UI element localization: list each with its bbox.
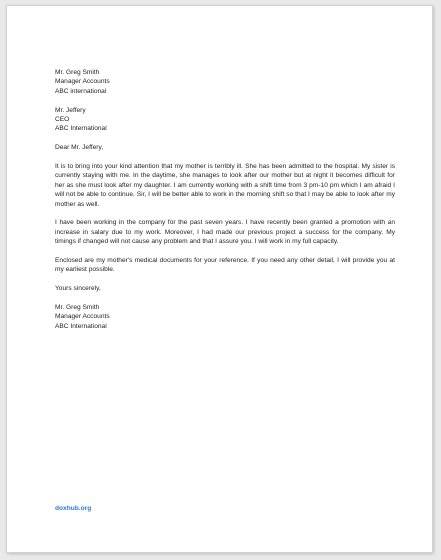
- signature-title: Manager Accounts: [55, 313, 110, 321]
- sender-company: ABC international: [55, 87, 107, 95]
- paragraph-2: I have been working in the company for the past seven years. I have recently been granted a promotion with an increase in salary due to my work. Moreover, I had made our previous project a success for the company. My timings if changed will not cause any problem and that I assure you. I will work in my full capacity.: [55, 219, 395, 246]
- paragraph-1: It is to bring into your kind attention that my mother is terribly ill. She has been admitted to the hospital. My sister is currently staying with me. In the daytime, she manages to look after our mother but at night it becomes difficult for her as she must look after my daughter. I am currently working with a shift time from 3 pm-10 pm which I am afraid I will not be able to continue. Sir, I will be better able to work in the morning shift so that I may be able to look after my mother as well.: [55, 163, 395, 208]
- signature-name: Mr. Greg Smith: [55, 304, 100, 312]
- letter-body: [55, 68, 395, 331]
- letter-page: [6, 5, 433, 553]
- recipient-name: Mr. Jeffery: [55, 106, 86, 114]
- recipient-company: ABC International: [55, 125, 107, 133]
- sender-name: Mr. Greg Smith: [55, 69, 100, 76]
- signature-block: [55, 303, 395, 331]
- recipient-block: [55, 106, 395, 134]
- closing: Yours sincerely,: [55, 285, 101, 293]
- paragraph-3: Enclosed are my mother's medical documents for your reference. If you need any other detail, I will provide you at my earliest possible.: [55, 257, 395, 274]
- doxhub-link[interactable]: doxhub.org: [55, 505, 92, 512]
- sender-block: [55, 68, 395, 96]
- sender-title: Manager Accounts: [55, 78, 110, 86]
- recipient-title: CEO: [55, 116, 70, 124]
- signature-company: ABC International: [55, 322, 107, 330]
- salutation: Dear Mr. Jeffery,: [55, 144, 104, 152]
